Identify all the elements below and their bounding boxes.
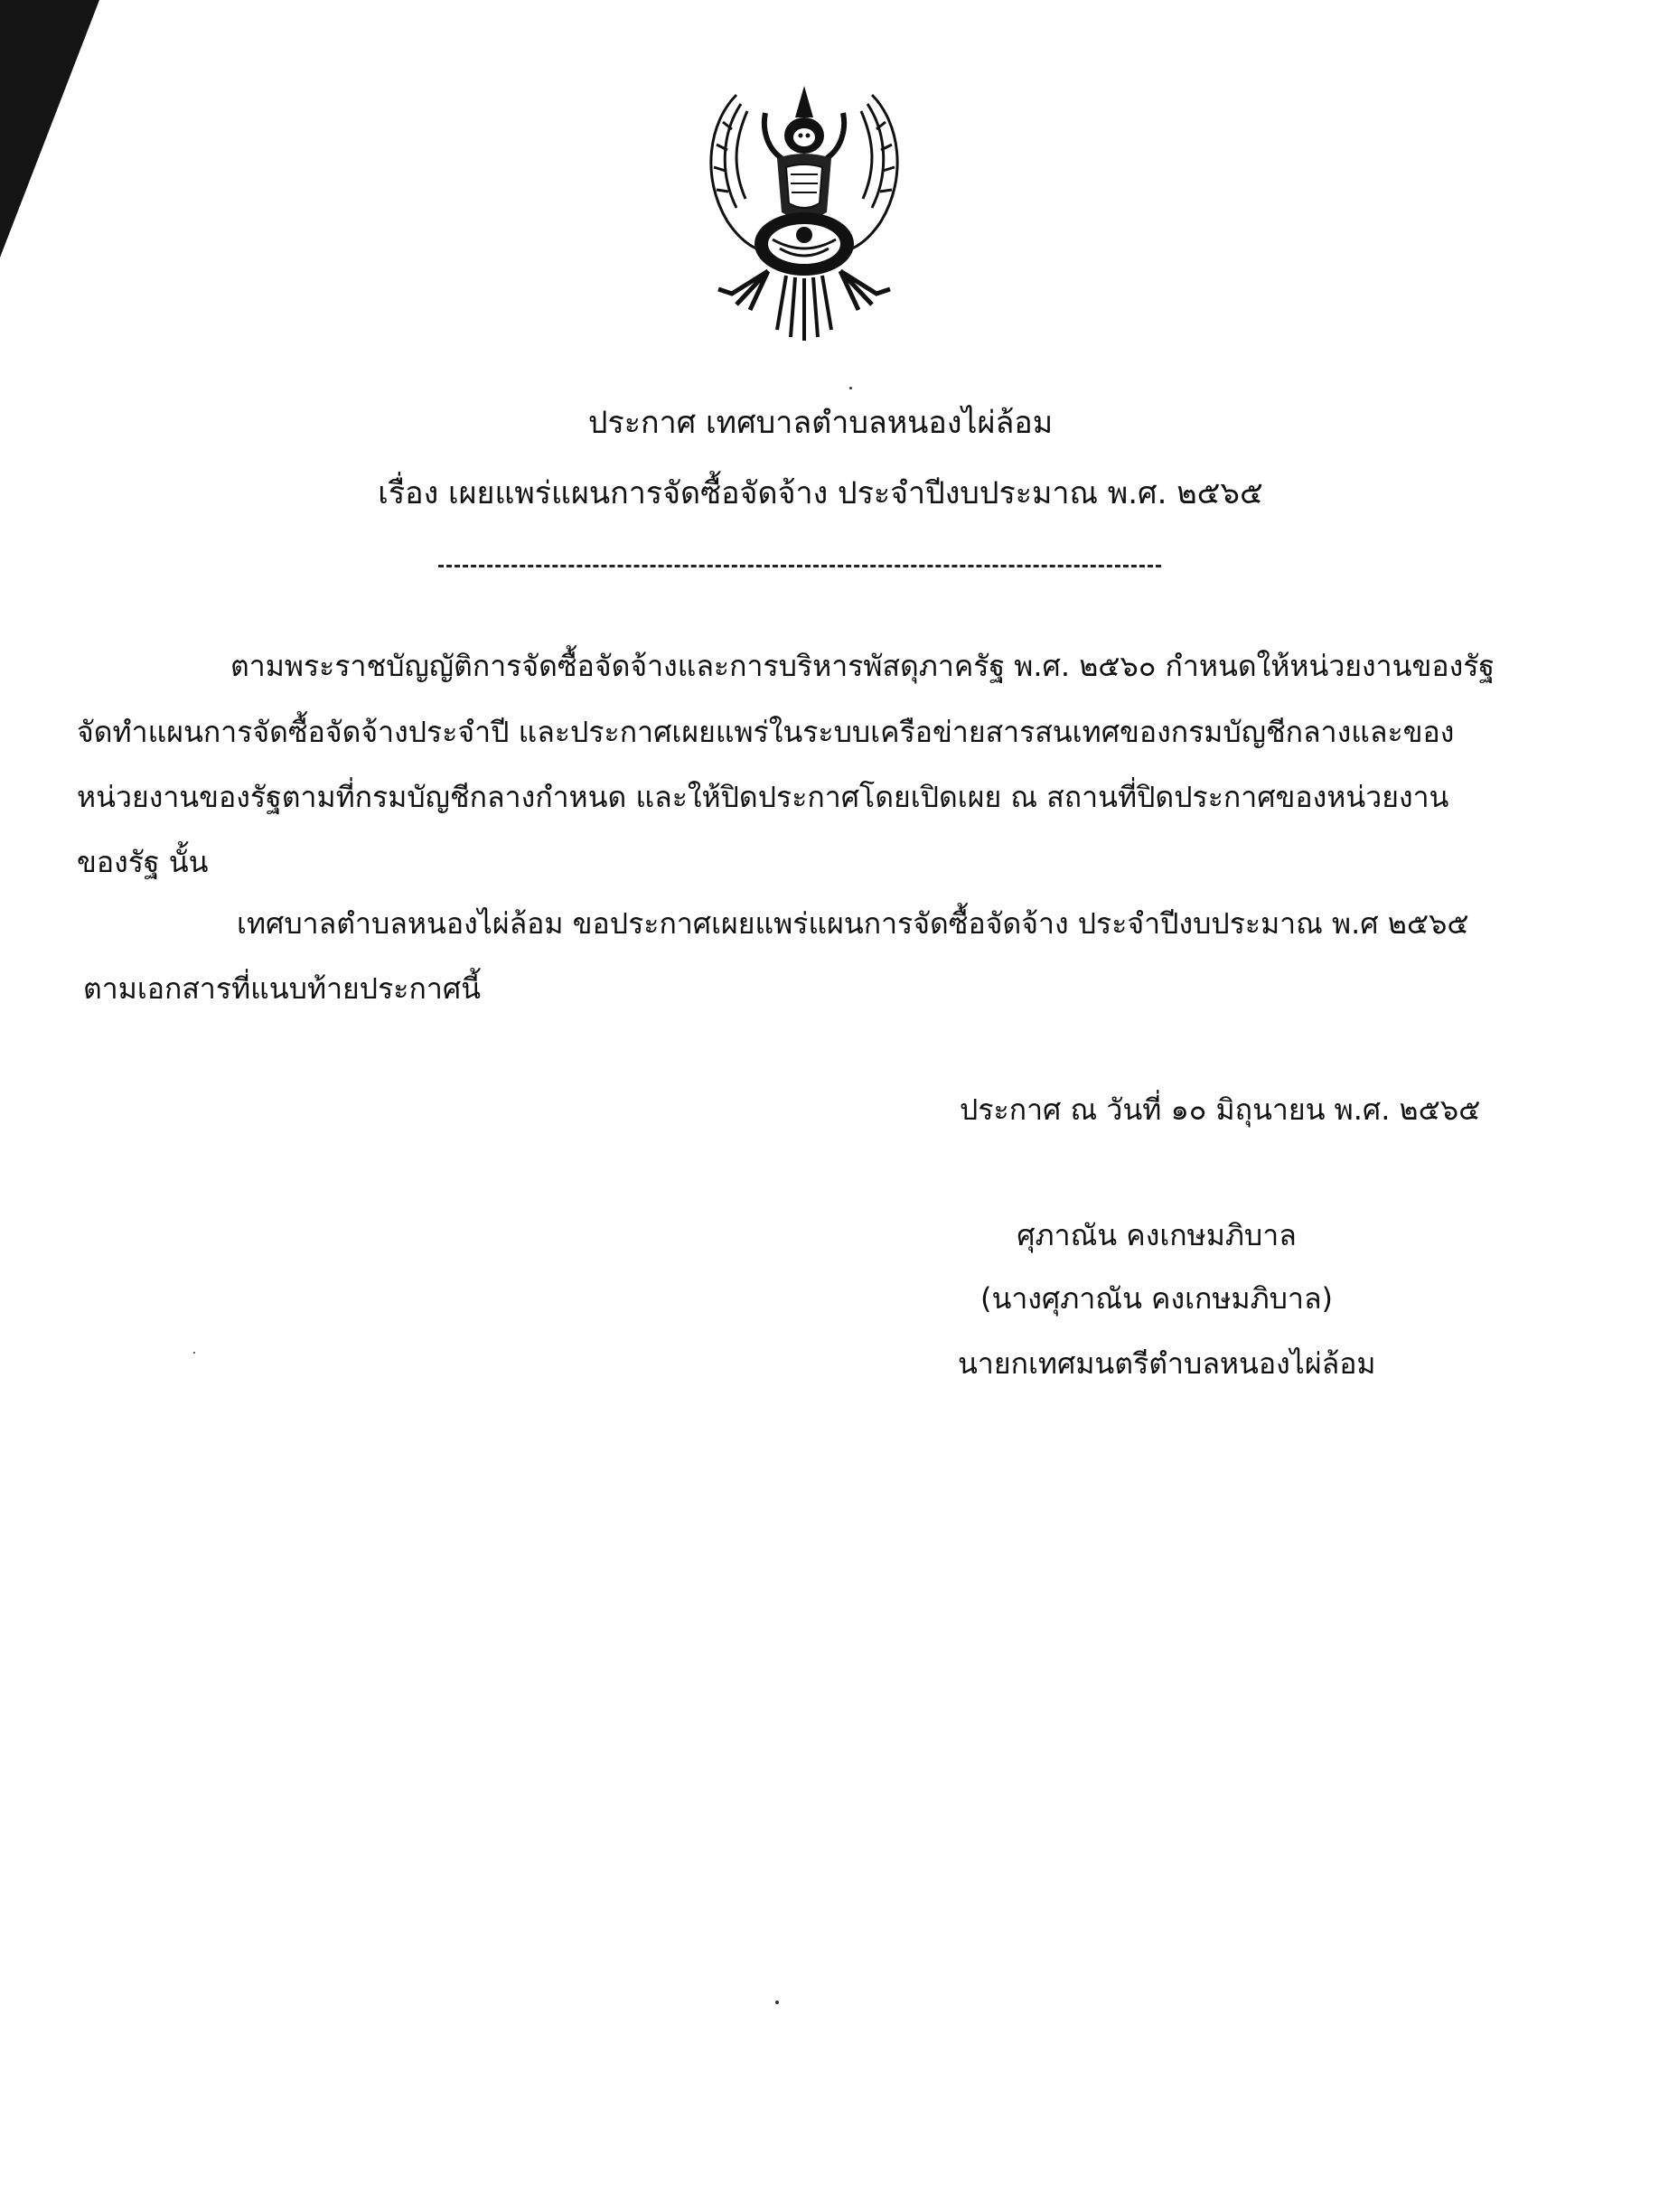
garuda-emblem-icon — [682, 68, 926, 348]
paragraph1-line1: ตามพระราชบัญญัติการจัดซื้อจัดจ้างและการบริหารพัสดุภาครัฐ พ.ศ. ๒๕๖๐ กำหนดให้หน่วยงานของรัฐ — [230, 649, 1495, 683]
signatory-position: นายกเทศมนตรีตำบลหนองไผ่ล้อม — [958, 1346, 1376, 1381]
signature-name: ศุภาณัน คงเกษมภิบาล — [1017, 1218, 1297, 1252]
paragraph1-line2: จัดทำแผนการจัดซื้อจัดจ้างประจำปี และประกาศเผยแพร่ในระบบเครือข่ายสารสนเทศของกรมบัญชีกลางและของ — [77, 715, 1455, 749]
signatory-full-name: (นางศุภาณัน คงเกษมภิบาล) — [979, 1281, 1334, 1316]
scan-speck — [849, 387, 852, 389]
paragraph1-line4: ของรัฐ นั้น — [77, 845, 209, 879]
dashed-divider — [438, 565, 1161, 567]
announcement-date: ประกาศ ณ วันที่ ๑๐ มิถุนายน พ.ศ. ๒๕๖๕ — [960, 1092, 1481, 1127]
announcement-title: ประกาศ เทศบาลตำบลหนองไผ่ล้อม — [587, 405, 1054, 441]
paragraph2-line1: เทศบาลตำบลหนองไผ่ล้อม ขอประกาศเผยแพร่แผนการจัดซื้อจัดจ้าง ประจำปีงบประมาณ พ.ศ ๒๕๖๕ — [237, 906, 1469, 941]
paragraph2-line2: ตามเอกสารที่แนบท้ายประกาศนี้ — [83, 971, 481, 1006]
announcement-subject: เรื่อง เผยแพร่แผนการจัดซื้อจัดจ้าง ประจำปีงบประมาณ พ.ศ. ๒๕๖๕ — [378, 475, 1263, 511]
paragraph1-line3: หน่วยงานของรัฐตามที่กรมบัญชีกลางกำหนด และให้ปิดประกาศโดยเปิดเผย ณ สถานที่ปิดประกาศของหน่วยงาน — [77, 780, 1449, 814]
scan-edge-shadow — [0, 0, 108, 271]
scan-speck — [193, 1352, 195, 1354]
scan-speck — [775, 2001, 779, 2004]
